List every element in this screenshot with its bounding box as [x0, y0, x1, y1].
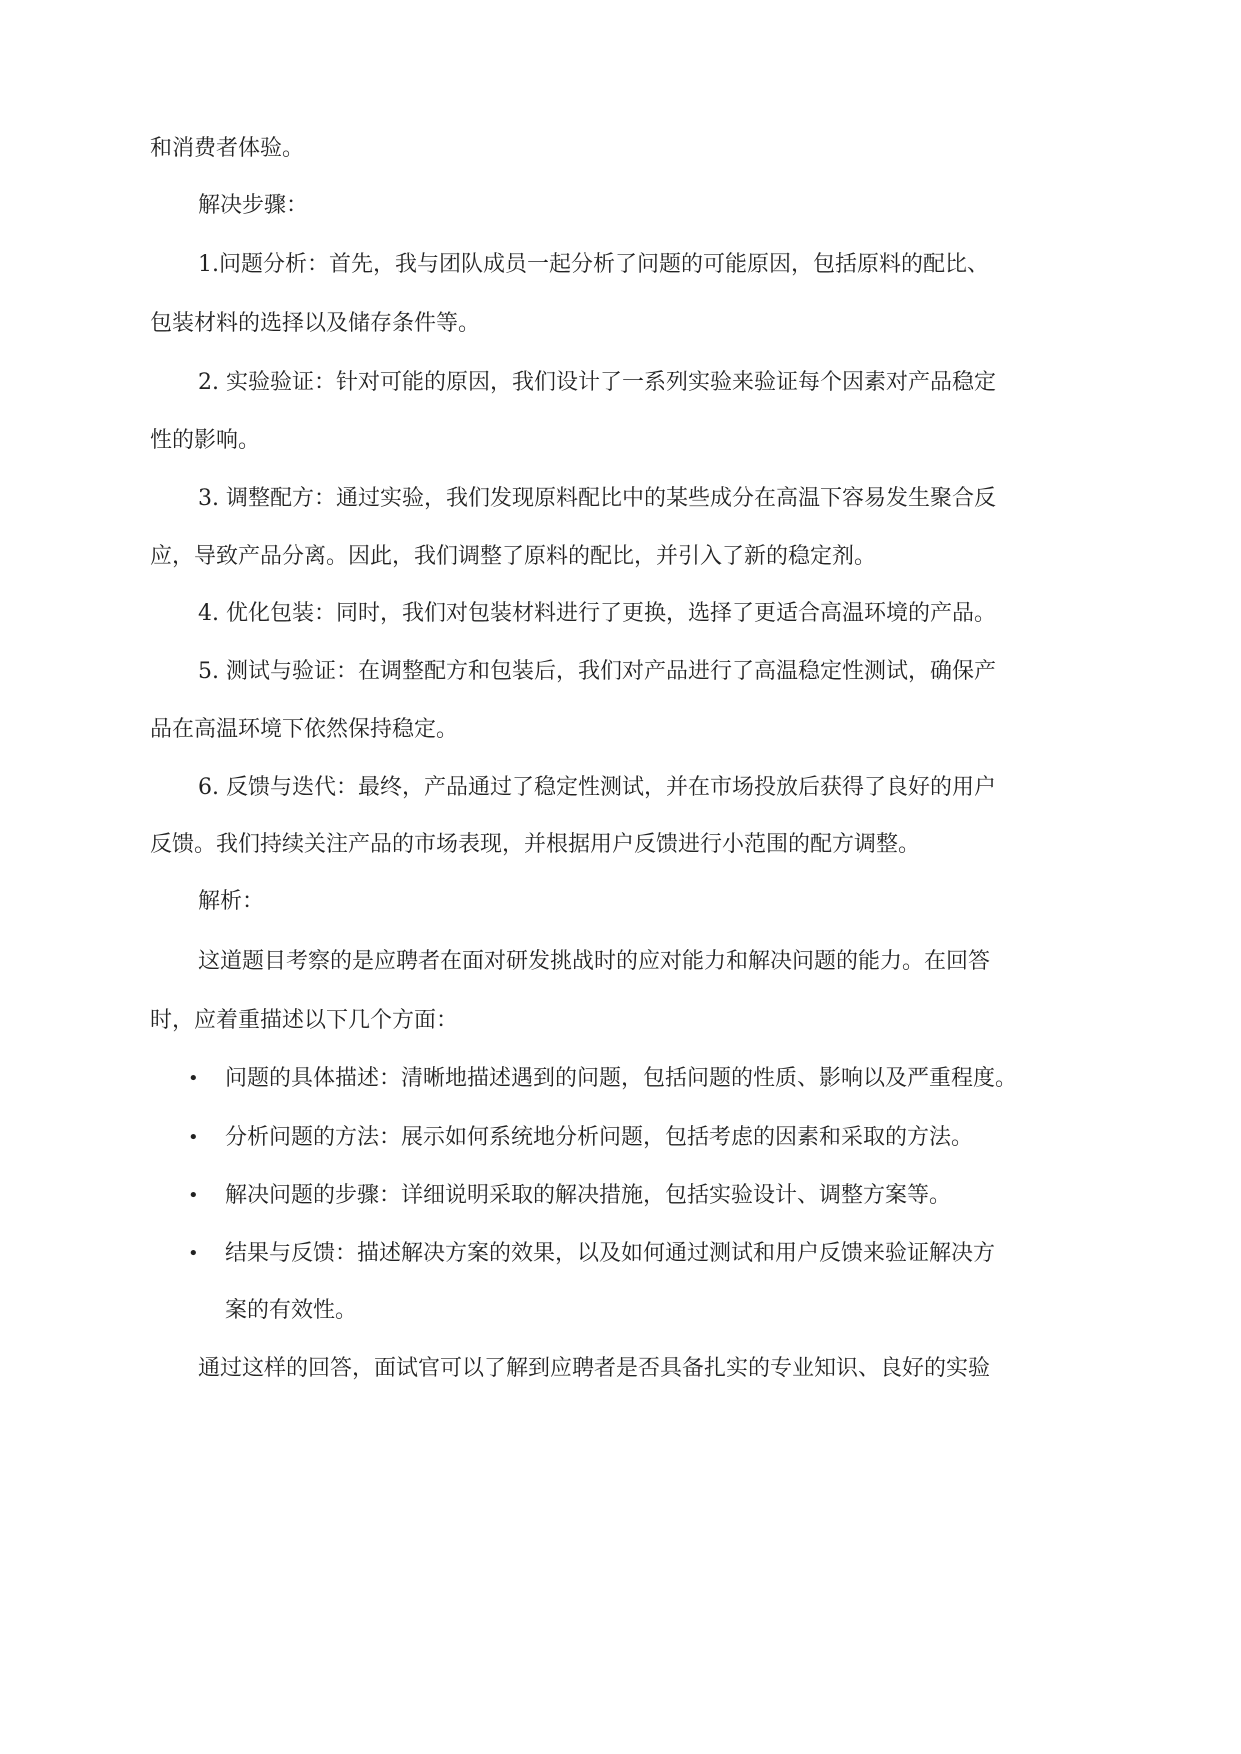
step1-line2: 包装材料的选择以及储存条件等。: [150, 311, 481, 336]
step6-line2: 反馈。我们持续关注产品的市场表现，并根据用户反馈进行小范围的配方调整。: [150, 832, 921, 857]
bullet-item: 问题的具体描述：清晰地描述遇到的问题，包括问题的性质、影响以及严重程度。: [225, 1066, 1018, 1091]
step5-line1: 5. 测试与验证：在调整配方和包装后，我们对产品进行了高温稳定性测试，确保产: [198, 659, 996, 684]
step4-line1: 4. 优化包装：同时，我们对包装材料进行了更换，选择了更适合高温环境的产品。: [198, 601, 996, 626]
step5-line2: 品在高温环境下依然保持稳定。: [150, 717, 459, 742]
step2-line1: 2. 实验验证：针对可能的原因，我们设计了一系列实验来验证每个因素对产品稳定: [198, 370, 996, 395]
step3-line1: 3. 调整配方：通过实验，我们发现原料配比中的某些成分在高温下容易发生聚合反: [198, 486, 996, 511]
closing-line1: 通过这样的回答，面试官可以了解到应聘者是否具备扎实的专业知识、良好的实验: [198, 1356, 991, 1381]
step3-line2: 应，导致产品分离。因此，我们调整了原料的配比，并引入了新的稳定剂。: [150, 544, 877, 569]
analysis-line2: 时，应着重描述以下几个方面：: [150, 1008, 459, 1033]
bullet-item-continuation: 案的有效性。: [225, 1298, 358, 1323]
bullet-marker: •: [188, 1068, 199, 1089]
analysis-line1: 这道题目考察的是应聘者在面对研发挑战时的应对能力和解决问题的能力。在回答: [198, 949, 991, 974]
bullet-item: 分析问题的方法：展示如何系统地分析问题，包括考虑的因素和采取的方法。: [225, 1125, 974, 1150]
bullet-item: 结果与反馈：描述解决方案的效果，以及如何通过测试和用户反馈来验证解决方: [225, 1241, 996, 1266]
paragraph-continuation: 和消费者体验。: [150, 136, 305, 161]
solution-heading: 解决步骤：: [198, 193, 309, 218]
bullet-item: 解决问题的步骤：详细说明采取的解决措施，包括实验设计、调整方案等。: [225, 1183, 952, 1208]
step6-line1: 6. 反馈与迭代：最终，产品通过了稳定性测试，并在市场投放后获得了良好的用户: [198, 775, 996, 800]
bullet-marker: •: [188, 1127, 199, 1148]
analysis-heading: 解析：: [198, 889, 265, 914]
step2-line2: 性的影响。: [150, 428, 261, 453]
bullet-marker: •: [188, 1185, 199, 1206]
bullet-marker: •: [188, 1243, 199, 1264]
step1-line1: 1.问题分析：首先，我与团队成员一起分析了问题的可能原因，包括原料的配比、: [198, 252, 989, 277]
